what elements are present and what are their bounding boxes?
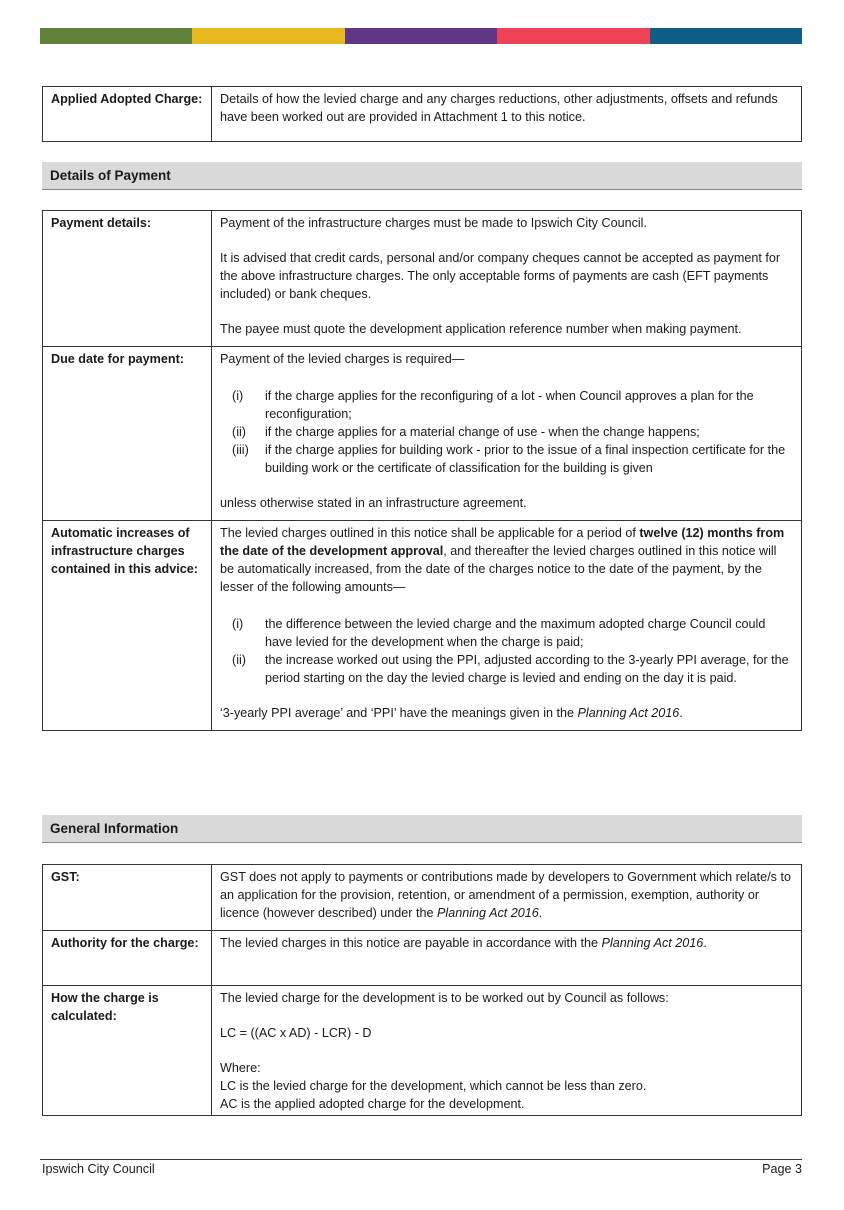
text-run: ‘3-yearly PPI average’ and ‘PPI’ have the meanings given in the [220, 706, 578, 720]
section-heading-payment: Details of Payment [42, 162, 802, 190]
paragraph: It is advised that credit cards, personal and/or company cheques cannot be accepted as payment for the above infrastructure charges. The only acceptable forms of payments are cash (EFT payments included) or bank cheques. [220, 251, 781, 301]
automatic-increase-cell [212, 521, 802, 731]
footer-organisation: Ipswich City Council [42, 1162, 155, 1176]
header-color-bar [40, 28, 802, 44]
paragraph: LC is the levied charge for the development, which cannot be less than zero. [220, 1079, 647, 1093]
gst-cell [212, 865, 802, 931]
row-label: Applied Adopted Charge: [43, 87, 212, 142]
list-text: the difference between the levied charge and the maximum adopted charge Council could have levied for the development when the charge is paid; [265, 617, 766, 649]
due-date-cell [212, 347, 802, 521]
color-bar-segment-yellow [192, 28, 344, 44]
list-item [220, 441, 793, 477]
row-label: How the charge is calculated: [43, 986, 212, 1116]
list-number: (iii) [232, 443, 249, 457]
text-run: The levied charges in this notice are payable in accordance with the [220, 936, 602, 950]
table-row [43, 865, 802, 931]
list-item [220, 387, 793, 423]
paragraph [220, 704, 793, 722]
list-text: if the charge applies for a material change of use - when the change happens; [265, 425, 700, 439]
text-run: , and thereafter the levied charges outlined in this notice will be automatically increased, from the date of the charges notice to the date of the payment, by the lesser of the following amounts— [220, 544, 777, 594]
applied-charge-table [42, 86, 802, 142]
calculation-cell [212, 986, 802, 1116]
row-label: Authority for the charge: [43, 931, 212, 986]
list-text: if the charge applies for building work - prior to the issue of a final inspection certificate for the building work or the certificate of classification for the building is given [265, 443, 786, 475]
paragraph: The levied charge for the development is to be worked out by Council as follows: [220, 991, 669, 1005]
list-item [220, 423, 793, 441]
italic-text: Planning Act 2016 [601, 936, 704, 950]
table-row [43, 347, 802, 521]
list-number: (ii) [232, 653, 246, 667]
payment-table [42, 210, 802, 731]
general-info-table [42, 864, 802, 1116]
list-item [220, 651, 793, 687]
table-row [43, 211, 802, 347]
list-item [220, 615, 793, 651]
color-bar-segment-purple [345, 28, 497, 44]
text-run: The levied charges outlined in this notice shall be applicable for a period of [220, 526, 640, 540]
text-run: . [679, 706, 683, 720]
paragraph [220, 524, 793, 596]
table-row [43, 986, 802, 1116]
payment-details-cell [212, 211, 802, 347]
formula: LC = ((AC x AD) - LCR) - D [220, 1026, 372, 1040]
italic-text: Planning Act 2016 [437, 906, 539, 920]
list-text: the increase worked out using the PPI, adjusted according to the 3-yearly PPI average, for the period starting on the day the levied charge is levied and ending on the day it is paid. [265, 653, 789, 685]
paragraph: Where: [220, 1061, 261, 1075]
paragraph: AC is the applied adopted charge for the development. [220, 1097, 525, 1111]
list-number: (i) [232, 617, 244, 631]
bold-text: twelve (12) months from the date of the development approval [220, 526, 785, 558]
text-run: GST does not apply to payments or contributions made by developers to Government which relate/s to an application for the provision, retention, or amendment of a permission, exemption, authority or licence (however described) under the [220, 870, 791, 920]
list-text: if the charge applies for the reconfiguring of a lot - when Council approves a plan for the reconfiguration; [265, 389, 754, 421]
due-date-list [220, 387, 793, 477]
paragraph: unless otherwise stated in an infrastructure agreement. [220, 496, 527, 510]
list-number: (ii) [232, 425, 246, 439]
row-label: GST: [43, 865, 212, 931]
color-bar-segment-red [497, 28, 649, 44]
text-run: . [538, 906, 543, 920]
table-row [43, 521, 802, 731]
table-row [43, 931, 802, 986]
footer-divider [40, 1159, 802, 1160]
color-bar-segment-green [40, 28, 192, 44]
paragraph: The payee must quote the development application reference number when making payment. [220, 322, 742, 336]
footer-page-number: Page 3 [762, 1162, 802, 1176]
row-label: Due date for payment: [43, 347, 212, 521]
row-label: Payment details: [43, 211, 212, 347]
section-heading-general: General Information [42, 815, 802, 843]
list-number: (i) [232, 389, 244, 403]
table-row [43, 87, 802, 142]
paragraph: Payment of the infrastructure charges must be made to Ipswich City Council. [220, 216, 647, 230]
increase-list [220, 615, 793, 687]
authority-cell [212, 931, 802, 986]
color-bar-segment-blue [650, 28, 802, 44]
italic-text: Planning Act 2016 [577, 706, 680, 720]
text-run: . [703, 936, 707, 950]
row-text: Details of how the levied charge and any charges reductions, other adjustments, offsets and refunds have been worked out are provided in Attachment 1 to this notice. [212, 87, 802, 142]
row-label: Automatic increases of infrastructure charges contained in this advice: [43, 521, 212, 731]
paragraph: Payment of the levied charges is required— [220, 352, 465, 366]
